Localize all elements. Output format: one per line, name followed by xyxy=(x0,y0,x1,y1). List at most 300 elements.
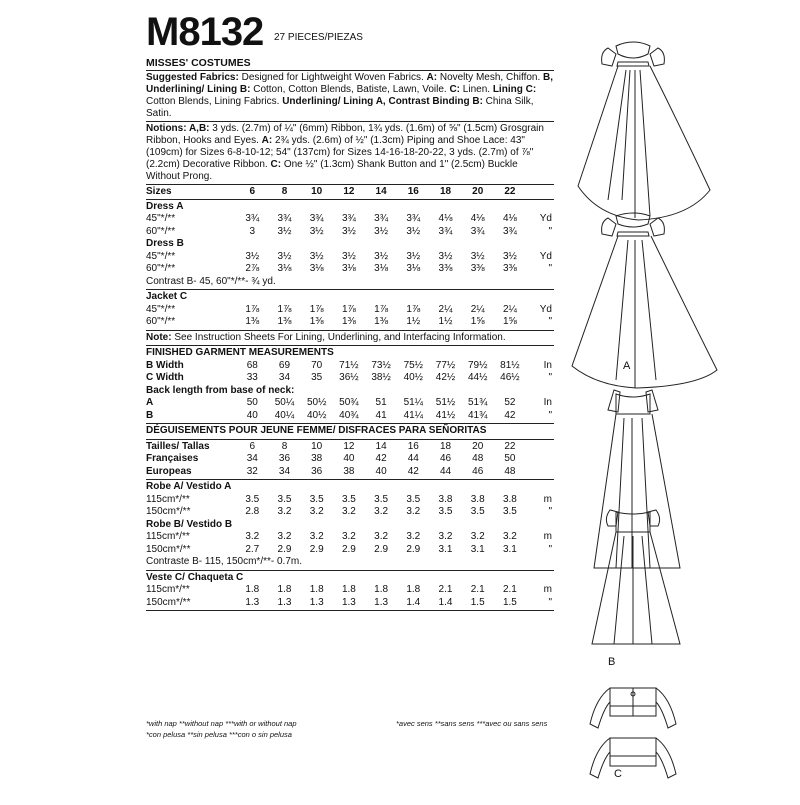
table-cell: 4⅛ xyxy=(438,213,453,225)
table-cell: 3.1 xyxy=(438,543,453,555)
table-cell: 1⅜ xyxy=(374,316,389,328)
table-cell: 2.1 xyxy=(470,584,485,596)
table-cell: 3.8 xyxy=(438,493,453,505)
row-label: 45"*/** xyxy=(146,303,176,315)
table-cell: 2.1 xyxy=(438,584,453,596)
fabrics-text: Linen. xyxy=(460,84,493,95)
table-cell: 3¾ xyxy=(277,213,292,225)
table-cell: 8 xyxy=(281,440,288,452)
size-cell: 12 xyxy=(343,186,355,198)
table-cell: 73½ xyxy=(371,359,391,371)
table-cell: 3.2 xyxy=(502,531,517,543)
table-cell: 3⅜ xyxy=(502,263,517,275)
section-row xyxy=(146,347,554,360)
pattern-header xyxy=(146,10,363,54)
table-cell: 3.2 xyxy=(309,531,324,543)
table-row xyxy=(146,397,554,410)
section-row xyxy=(146,572,554,585)
row-label: Europeas xyxy=(146,465,192,477)
table-cell: 2.1 xyxy=(502,584,517,596)
table-cell: 3⅛ xyxy=(341,263,356,275)
footnote-fr: *avec sens **sans sens ***avec ou sans sens xyxy=(396,719,548,728)
suggested-fabrics xyxy=(146,72,554,120)
row-label: Françaises xyxy=(146,453,199,465)
table-cell: 2.7 xyxy=(245,543,260,555)
table-cell: 44 xyxy=(407,453,419,465)
table-cell: 3.2 xyxy=(245,531,260,543)
unit-cell: " xyxy=(548,316,552,328)
table-cell: 50¾ xyxy=(339,397,359,409)
table-cell: 10 xyxy=(311,440,323,452)
table-cell: 40½ xyxy=(306,409,327,421)
table-cell: 2.9 xyxy=(406,543,421,555)
table-cell: 3½ xyxy=(277,225,292,237)
table-cell: 18 xyxy=(439,440,452,452)
table-cell: 3½ xyxy=(341,250,356,262)
footnote-en: *with nap **without nap ***with or without nap xyxy=(146,719,297,728)
unit-cell: m xyxy=(543,531,552,543)
fabrics-lining-c-label: Lining C: xyxy=(492,84,537,95)
size-cell: 22 xyxy=(504,186,516,198)
table-cell: 36½ xyxy=(339,372,359,384)
table-cell: 3½ xyxy=(341,225,356,237)
table-row xyxy=(146,506,554,519)
table-cell: 1.8 xyxy=(245,584,260,596)
table-cell: 3.2 xyxy=(341,506,356,518)
contrast-b: Contrast B- 45, 60"*/**- ¾ yd. xyxy=(146,275,276,287)
figure-label-b: B xyxy=(608,656,616,668)
table-cell: 3⅜ xyxy=(438,263,453,275)
table-cell: 46 xyxy=(472,465,484,477)
notions-text: One ½" (1.3cm) Shank Button and 1" (2.5cm) Buckle Without Prong. xyxy=(146,159,518,182)
table-cell: 1⅜ xyxy=(341,316,356,328)
figure-label-a: A xyxy=(623,360,631,372)
table-row xyxy=(146,304,554,317)
fabrics-label: Suggested Fabrics: xyxy=(146,72,239,83)
table-cell: 34 xyxy=(278,372,291,384)
notions xyxy=(146,123,554,183)
sizes-row xyxy=(146,186,554,199)
table-cell: 3⅛ xyxy=(277,263,292,275)
dress-b-front-drawing xyxy=(594,390,680,568)
table-cell: 3½ xyxy=(277,250,292,262)
table-cell: 42½ xyxy=(435,372,456,384)
table-row xyxy=(146,251,554,264)
table-cell: 3.2 xyxy=(341,531,356,543)
table-cell: 3.5 xyxy=(245,493,260,505)
row-label: A xyxy=(146,397,154,409)
table-cell: 3.5 xyxy=(341,493,356,505)
size-cell: 18 xyxy=(439,186,452,198)
table-row xyxy=(146,441,554,454)
table-cell: 38 xyxy=(343,465,355,477)
table-row xyxy=(146,556,554,569)
table-cell: 40½ xyxy=(403,372,424,384)
table-cell: 2.8 xyxy=(245,506,260,518)
table-cell: 22 xyxy=(504,440,516,452)
size-cell: 6 xyxy=(249,186,256,198)
table-cell: 20 xyxy=(472,440,484,452)
table-cell: 38 xyxy=(311,453,323,465)
table-cell: 40 xyxy=(246,409,258,421)
notions-text: 3 yds. (2.7m) of ¼" (6mm) Ribbon, 1¾ yds. (1.6m) of ⅝" (1.5cm) Grosgrain Ribbon, Hooks and Eyes. xyxy=(146,123,544,146)
table-cell: 3.2 xyxy=(374,531,389,543)
table-cell: 3.5 xyxy=(438,506,453,518)
table-cell: 1⅞ xyxy=(341,303,356,315)
table-row xyxy=(146,494,554,507)
table-row xyxy=(146,466,554,479)
size-cell: 14 xyxy=(375,186,387,198)
row-label: Tailles/ Tallas xyxy=(146,440,210,452)
table-cell: 3.2 xyxy=(309,506,324,518)
fabrics-text: Novelty Mesh, Chiffon. xyxy=(437,72,544,83)
table-row xyxy=(146,584,554,597)
section-row xyxy=(146,519,554,532)
section-row xyxy=(146,291,554,304)
divider xyxy=(146,70,554,71)
table-cell: 3½ xyxy=(309,250,324,262)
row-label: 115cm*/** xyxy=(146,493,190,505)
table-cell: 71½ xyxy=(339,359,359,371)
table-cell: 3½ xyxy=(245,250,260,262)
table-cell: 79½ xyxy=(467,359,488,371)
table-cell: 1.4 xyxy=(438,596,453,608)
unit-cell: m xyxy=(543,584,552,596)
pattern-title: MISSES' COSTUMES xyxy=(146,57,251,69)
fabrics-underlining-label: Underlining/ Lining A, Contrast Binding B: xyxy=(282,96,483,107)
table-cell: 3.5 xyxy=(470,506,485,518)
figure-label-c: C xyxy=(614,768,622,780)
table-cell: 3½ xyxy=(502,250,517,262)
table-cell: 1⅞ xyxy=(309,303,324,315)
table-cell: 44½ xyxy=(467,372,488,384)
table-cell: 40 xyxy=(343,453,355,465)
table-cell: 1.8 xyxy=(309,584,324,596)
table-cell: 46 xyxy=(439,453,452,465)
unit-cell: " xyxy=(548,409,552,421)
row-label: 60"*/** xyxy=(146,263,176,275)
unit-cell: In xyxy=(543,397,552,409)
unit-cell: " xyxy=(548,225,552,237)
table-row xyxy=(146,316,554,329)
table-cell: 41¼ xyxy=(403,409,424,421)
table-cell: 2.9 xyxy=(277,543,292,555)
table-cell: 6 xyxy=(249,440,256,452)
table-cell: 1.3 xyxy=(245,596,260,608)
table-cell: 3¾ xyxy=(309,213,324,225)
row-label: C Width xyxy=(146,372,184,384)
row-label: 115cm*/** xyxy=(146,531,190,543)
table-cell: 1.3 xyxy=(309,596,324,608)
table-cell: 2.9 xyxy=(341,543,356,555)
translated-title: DÉGUISEMENTS POUR JEUNE FEMME/ DISFRACES PARA SEÑORITAS xyxy=(146,425,487,437)
dress-b-label: Dress B xyxy=(146,238,184,250)
table-cell: 32 xyxy=(246,465,258,477)
dress-b-back-drawing xyxy=(592,510,680,644)
table-row xyxy=(146,263,554,276)
footnote-es: *con pelusa **sin pelusa ***con o sin pelusa xyxy=(146,730,292,739)
table-cell: 3.5 xyxy=(277,493,292,505)
table-cell: 2⅞ xyxy=(245,263,260,275)
table-cell: 68 xyxy=(246,359,258,371)
table-cell: 40¼ xyxy=(274,409,295,421)
table-cell: 33 xyxy=(246,372,258,384)
table-cell: 50½ xyxy=(306,397,327,409)
unit-cell: In xyxy=(543,359,552,371)
table-cell: 40 xyxy=(375,465,387,477)
back-length-title: Back length from base of neck: xyxy=(146,384,295,396)
table-cell: 1½ xyxy=(438,316,453,328)
sizes-label: Sizes xyxy=(146,186,172,198)
row-label: 60"*/** xyxy=(146,316,176,328)
table-cell: 50 xyxy=(246,397,258,409)
footnotes-en-es xyxy=(146,718,297,740)
table-cell: 4⅛ xyxy=(470,213,485,225)
table-cell: 3.2 xyxy=(277,531,292,543)
table-cell: 3.2 xyxy=(470,531,485,543)
row-label: 150cm*/** xyxy=(146,596,191,608)
table-cell: 3.2 xyxy=(406,531,421,543)
table-cell: 3⅜ xyxy=(470,263,485,275)
garment-drawings xyxy=(560,30,800,800)
table-cell: 3⅛ xyxy=(309,263,324,275)
table-cell: 14 xyxy=(375,440,387,452)
table-cell: 41½ xyxy=(435,409,456,421)
row-label: 115cm*/** xyxy=(146,584,190,596)
table-cell: 75½ xyxy=(403,359,424,371)
veste-c-label: Veste C/ Chaqueta C xyxy=(146,571,244,583)
table-cell: 42 xyxy=(375,453,387,465)
table-cell: 3.2 xyxy=(277,506,292,518)
notions-c-label: C: xyxy=(270,159,282,170)
table-cell: 51¼ xyxy=(403,397,424,409)
fabrics-text: China Silk, Satin. xyxy=(146,96,534,119)
size-cell: 16 xyxy=(407,186,419,198)
fabrics-text: Cotton, Cotton Blends, Batiste, Lawn, Voile. xyxy=(250,84,450,95)
fabrics-text: Designed for Lightweight Woven Fabrics. xyxy=(238,72,427,83)
table-cell: 3¾ xyxy=(374,213,389,225)
table-cell: 1.8 xyxy=(341,584,356,596)
section-row xyxy=(146,238,554,251)
unit-cell: " xyxy=(548,263,552,275)
info-column xyxy=(146,57,554,612)
table-cell: 1⅝ xyxy=(502,316,517,328)
table-cell: 3.8 xyxy=(502,493,517,505)
table-cell: 46½ xyxy=(500,372,520,384)
table-cell: 1⅞ xyxy=(277,303,292,315)
table-cell: 1⅞ xyxy=(406,303,421,315)
table-cell: 41 xyxy=(375,409,387,421)
note-label: Note: xyxy=(146,331,172,343)
table-cell: 1⅝ xyxy=(470,316,485,328)
table-cell: 51 xyxy=(375,397,387,409)
dress-a-front-drawing xyxy=(578,42,710,220)
table-cell: 1.3 xyxy=(374,596,389,608)
unit-cell: " xyxy=(548,506,552,518)
table-cell: 1.3 xyxy=(341,596,356,608)
table-cell: 3½ xyxy=(406,225,421,237)
pattern-code: M8132 xyxy=(146,10,264,54)
size-cell: 20 xyxy=(472,186,484,198)
row-label: B xyxy=(146,409,154,421)
table-cell: 35 xyxy=(311,372,323,384)
table-row xyxy=(146,597,554,610)
table-cell: 2¼ xyxy=(502,303,517,315)
unit-cell: Yd xyxy=(539,213,552,225)
contraste-b: Contraste B- 115, 150cm*/**- 0.7m. xyxy=(146,556,302,568)
table-cell: 3 xyxy=(249,225,256,237)
table-cell: 1.5 xyxy=(502,596,517,608)
note-text: See Instruction Sheets For Lining, Underlining, and Interfacing Information. xyxy=(171,331,506,343)
jacket-c-back-drawing xyxy=(590,738,676,778)
table-cell: 38½ xyxy=(371,372,391,384)
robe-a-label: Robe A/ Vestido A xyxy=(146,481,232,493)
table-row xyxy=(146,276,554,289)
table-cell: 44 xyxy=(439,465,452,477)
table-cell: 3½ xyxy=(374,225,389,237)
table-cell: 3.2 xyxy=(374,506,389,518)
unit-cell: " xyxy=(548,543,552,555)
table-cell: 34 xyxy=(278,465,291,477)
table-row xyxy=(146,453,554,466)
section-row xyxy=(146,385,554,398)
table-cell: 81½ xyxy=(500,359,520,371)
table-cell: 48 xyxy=(472,453,484,465)
table-cell: 3½ xyxy=(438,250,453,262)
table-cell: 1.5 xyxy=(470,596,485,608)
table-cell: 3½ xyxy=(309,225,324,237)
table-cell: 77½ xyxy=(435,359,456,371)
robe-b-label: Robe B/ Vestido B xyxy=(146,518,233,530)
table-cell: 51¾ xyxy=(467,397,488,409)
unit-cell: m xyxy=(543,493,552,505)
table-cell: 3½ xyxy=(406,250,421,262)
table-cell: 40¾ xyxy=(339,409,359,421)
table-cell: 3¾ xyxy=(502,225,517,237)
table-cell: 3¾ xyxy=(438,225,453,237)
table-cell: 3.1 xyxy=(470,543,485,555)
fabrics-text: Cotton Blends, Lining Fabrics. xyxy=(146,96,283,107)
row-label: 60"*/** xyxy=(146,225,176,237)
table-row xyxy=(146,544,554,557)
table-cell: 3.5 xyxy=(502,506,517,518)
table-cell: 36 xyxy=(311,465,323,477)
unit-cell: " xyxy=(548,372,552,384)
section-row xyxy=(146,481,554,494)
dress-a-back-drawing xyxy=(572,213,717,388)
table-cell: 1.8 xyxy=(374,584,389,596)
table-cell: 1⅜ xyxy=(277,316,292,328)
finished-title: FINISHED GARMENT MEASUREMENTS xyxy=(146,347,334,359)
table-cell: 50¼ xyxy=(274,397,295,409)
table-cell: 3.5 xyxy=(309,493,324,505)
notions-label: Notions: A,B: xyxy=(146,123,210,134)
table-cell: 2¼ xyxy=(438,303,453,315)
table-cell: 3½ xyxy=(374,250,389,262)
section-row xyxy=(146,201,554,214)
table-cell: 42 xyxy=(407,465,419,477)
table-cell: 1.3 xyxy=(277,596,292,608)
table-cell: 3.5 xyxy=(374,493,389,505)
divider xyxy=(146,121,554,122)
jacket-c-label: Jacket C xyxy=(146,291,188,303)
table-cell: 70 xyxy=(311,359,323,371)
table-cell: 12 xyxy=(343,440,355,452)
row-label: 45"*/** xyxy=(146,250,176,262)
dress-a-label: Dress A xyxy=(146,200,184,212)
row-label: B Width xyxy=(146,359,184,371)
row-label: 150cm*/** xyxy=(146,506,191,518)
table-cell: 69 xyxy=(278,359,291,371)
table-cell: 3.8 xyxy=(470,493,485,505)
table-cell: 3.1 xyxy=(502,543,517,555)
table-row xyxy=(146,360,554,373)
jacket-c-front-drawing xyxy=(590,688,676,728)
table-cell: 3¾ xyxy=(470,225,485,237)
table-cell: 1.4 xyxy=(406,596,421,608)
table-cell: 3¾ xyxy=(406,213,421,225)
table-row xyxy=(146,410,554,423)
table-cell: 3⅛ xyxy=(406,263,421,275)
row-label: 150cm*/** xyxy=(146,543,191,555)
table-cell: 3.2 xyxy=(406,506,421,518)
unit-cell: " xyxy=(548,596,552,608)
table-row xyxy=(146,372,554,385)
table-cell: 3¾ xyxy=(341,213,356,225)
size-cell: 8 xyxy=(281,186,288,198)
unit-cell: Yd xyxy=(539,303,552,315)
table-cell: 3.2 xyxy=(438,531,453,543)
table-cell: 3½ xyxy=(470,250,485,262)
fabrics-a-label: A: xyxy=(426,72,438,83)
table-cell: 41¾ xyxy=(467,409,488,421)
table-cell: 16 xyxy=(407,440,419,452)
unit-cell: Yd xyxy=(539,250,552,262)
table-cell: 50 xyxy=(504,453,516,465)
table-cell: 1⅜ xyxy=(245,316,260,328)
table-cell: 3¾ xyxy=(245,213,260,225)
fabrics-b-label: B, Underlining/ Lining B: xyxy=(146,72,554,95)
table-cell: 36 xyxy=(278,453,291,465)
table-cell: 2.9 xyxy=(374,543,389,555)
table-cell: 1½ xyxy=(406,316,421,328)
section-row xyxy=(146,425,554,438)
table-cell: 2¼ xyxy=(470,303,485,315)
table-cell: 51½ xyxy=(435,397,456,409)
table-cell: 48 xyxy=(504,465,516,477)
size-cell: 10 xyxy=(311,186,323,198)
footnotes-fr xyxy=(396,718,547,729)
table-cell: 1⅞ xyxy=(374,303,389,315)
table-cell: 3.5 xyxy=(406,493,421,505)
yardage-table-english xyxy=(146,186,554,612)
table-cell: 1⅜ xyxy=(309,316,324,328)
notions-text: 2¾ yds. (2.6m) of ½" (1.3cm) Piping and Shoe Lace: 43" (109cm) for Sizes 6-8-10-12; 54" (137cm) for Sizes 14-16-18-20-22, 3 yds. (2.7m) of ⅞" (2.2cm) Decorative Ribbon. xyxy=(146,135,534,170)
table-cell: 52 xyxy=(504,397,516,409)
table-cell: 1⅞ xyxy=(245,303,260,315)
table-row xyxy=(146,226,554,239)
notions-a-label: A: xyxy=(261,135,273,146)
piece-count: 27 PIECES/PIEZAS xyxy=(274,32,363,43)
illustrations xyxy=(560,30,800,800)
table-cell: 4⅛ xyxy=(502,213,517,225)
table-cell: 2.9 xyxy=(309,543,324,555)
table-row xyxy=(146,531,554,544)
row-label: 45"*/** xyxy=(146,213,176,225)
table-cell: 1.8 xyxy=(406,584,421,596)
table-row xyxy=(146,213,554,226)
table-cell: 34 xyxy=(246,453,258,465)
